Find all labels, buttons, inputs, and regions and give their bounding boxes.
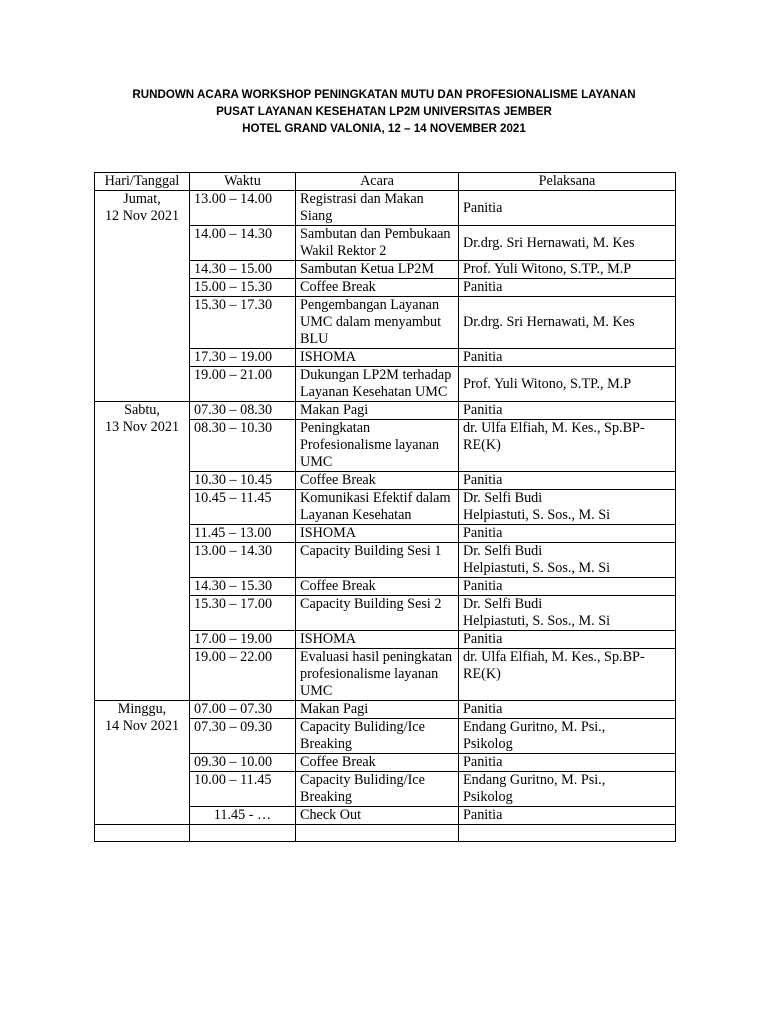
pic-cell — [459, 490, 676, 525]
pic-cell — [459, 631, 676, 649]
event-cell: Dukungan LP2M terhadap Layanan Kesehatan UMC — [296, 367, 459, 402]
pic-line: Panitia — [463, 472, 503, 488]
time-cell: 07.30 – 09.30 — [190, 719, 296, 754]
pic-line: Helpiastuti, S. Sos., M. Si — [463, 560, 611, 576]
pic-cell — [459, 596, 676, 631]
empty-cell — [296, 825, 459, 842]
pic-line: Panitia — [463, 578, 503, 594]
day-date: 13 Nov 2021 — [104, 419, 180, 435]
pic-line: Panitia — [463, 525, 503, 541]
pic-cell — [459, 754, 676, 772]
pic-cell — [459, 349, 676, 367]
pic-cell — [459, 719, 676, 754]
document-title — [0, 86, 768, 137]
pic-line: Panitia — [463, 807, 503, 823]
event-cell: Komunikasi Efektif dalam Layanan Kesehatan — [296, 490, 459, 525]
time-cell: 07.00 – 07.30 — [190, 701, 296, 719]
pic-line: Helpiastuti, S. Sos., M. Si — [463, 507, 611, 523]
time-cell: 11.45 – 13.00 — [190, 525, 296, 543]
event-cell: Capacity Buliding/Ice Breaking — [296, 719, 459, 754]
pic-cell — [459, 772, 676, 807]
pic-line: Panitia — [463, 631, 503, 647]
table-header-row — [95, 173, 676, 191]
pic-cell — [459, 578, 676, 596]
title-line-1: RUNDOWN ACARA WORKSHOP PENINGKATAN MUTU DAN PROFESIONALISME LAYANAN — [132, 88, 636, 101]
time-cell: 15.00 – 15.30 — [190, 279, 296, 297]
pic-line: Helpiastuti, S. Sos., M. Si — [463, 613, 611, 629]
pic-cell — [459, 472, 676, 490]
time-cell: 13.00 – 14.30 — [190, 543, 296, 578]
event-cell: Registrasi dan Makan Siang — [296, 191, 459, 226]
pic-line: Panitia — [463, 701, 503, 717]
pic-cell — [459, 420, 676, 472]
pic-cell — [459, 543, 676, 578]
event-cell: Capacity Buliding/Ice Breaking — [296, 772, 459, 807]
pic-cell — [459, 525, 676, 543]
event-cell: Makan Pagi — [296, 402, 459, 420]
pic-line: Panitia — [463, 349, 503, 365]
pic-line: Dr. Selfi Budi — [463, 543, 543, 559]
pic-line: dr. Ulfa Elfiah, M. Kes., Sp.BP-RE(K) — [463, 420, 645, 453]
day-cell — [95, 191, 190, 402]
pic-line: Prof. Yuli Witono, S.TP., M.P — [463, 261, 632, 277]
time-cell: 10.00 – 11.45 — [190, 772, 296, 807]
pic-cell — [459, 701, 676, 719]
header-day: Hari/Tanggal — [95, 173, 190, 191]
pic-line: Dr. Selfi Budi — [463, 490, 543, 506]
empty-cell — [190, 825, 296, 842]
event-cell: Capacity Building Sesi 2 — [296, 596, 459, 631]
event-cell: Coffee Break — [296, 472, 459, 490]
time-cell: 15.30 – 17.30 — [190, 297, 296, 349]
empty-cell — [459, 825, 676, 842]
time-cell: 07.30 – 08.30 — [190, 402, 296, 420]
pic-line: dr. Ulfa Elfiah, M. Kes., Sp.BP-RE(K) — [463, 649, 645, 682]
day-date: 14 Nov 2021 — [104, 718, 180, 734]
title-line-2: PUSAT LAYANAN KESEHATAN LP2M UNIVERSITAS JEMBER — [216, 105, 552, 118]
day-name: Jumat, — [123, 191, 161, 207]
table-row — [95, 701, 676, 719]
event-cell: Capacity Building Sesi 1 — [296, 543, 459, 578]
pic-line: Panitia — [463, 279, 503, 295]
event-cell: Evaluasi hasil peningkatan profesionalisme layanan UMC — [296, 649, 459, 701]
day-date: 12 Nov 2021 — [104, 208, 180, 224]
pic-line: Endang Guritno, M. Psi., — [463, 719, 606, 735]
time-cell: 14.00 – 14.30 — [190, 226, 296, 261]
event-cell: Coffee Break — [296, 578, 459, 596]
pic-line: Panitia — [463, 754, 503, 770]
event-cell: Coffee Break — [296, 754, 459, 772]
table-row — [95, 402, 676, 420]
pic-line: Dr.drg. Sri Hernawati, M. Kes — [463, 234, 635, 251]
pic-cell — [459, 261, 676, 279]
time-cell: 19.00 – 22.00 — [190, 649, 296, 701]
pic-line: Prof. Yuli Witono, S.TP., M.P — [463, 375, 632, 392]
time-cell: 15.30 – 17.00 — [190, 596, 296, 631]
time-cell: 13.00 – 14.00 — [190, 191, 296, 226]
header-event: Acara — [296, 173, 459, 191]
empty-cell — [95, 825, 190, 842]
pic-line: Panitia — [463, 199, 503, 216]
event-cell: Sambutan Ketua LP2M — [296, 261, 459, 279]
pic-cell — [459, 297, 676, 349]
time-cell: 10.45 – 11.45 — [190, 490, 296, 525]
pic-cell — [459, 191, 676, 226]
pic-cell — [459, 649, 676, 701]
event-cell: Sambutan dan Pembukaan Wakil Rektor 2 — [296, 226, 459, 261]
pic-cell — [459, 402, 676, 420]
event-cell: Peningkatan Profesionalisme layanan UMC — [296, 420, 459, 472]
day-cell — [95, 701, 190, 825]
event-cell: Pengembangan Layanan UMC dalam menyambut BLU — [296, 297, 459, 349]
pic-line: Dr.drg. Sri Hernawati, M. Kes — [463, 314, 635, 330]
rundown-table — [94, 172, 676, 842]
pic-cell — [459, 807, 676, 825]
pic-line: Panitia — [463, 402, 503, 418]
day-name: Sabtu, — [124, 402, 160, 418]
title-line-3: HOTEL GRAND VALONIA, 12 – 14 NOVEMBER 2021 — [242, 122, 526, 135]
day-cell — [95, 402, 190, 701]
event-cell: Check Out — [296, 807, 459, 825]
header-pic: Pelaksana — [459, 173, 676, 191]
pic-line: Endang Guritno, M. Psi., — [463, 772, 606, 788]
event-cell: ISHOMA — [296, 525, 459, 543]
pic-cell — [459, 226, 676, 261]
event-cell: Coffee Break — [296, 279, 459, 297]
pic-cell — [459, 367, 676, 402]
event-cell: ISHOMA — [296, 349, 459, 367]
time-cell: 08.30 – 10.30 — [190, 420, 296, 472]
table-body — [95, 191, 676, 842]
empty-row — [95, 825, 676, 842]
day-name: Minggu, — [117, 701, 167, 717]
time-cell: 09.30 – 10.00 — [190, 754, 296, 772]
pic-line: Psikolog — [463, 789, 513, 805]
event-cell: ISHOMA — [296, 631, 459, 649]
time-cell: 14.30 – 15.00 — [190, 261, 296, 279]
time-cell: 10.30 – 10.45 — [190, 472, 296, 490]
time-cell: 14.30 – 15.30 — [190, 578, 296, 596]
time-cell: 17.00 – 19.00 — [190, 631, 296, 649]
time-cell: 17.30 – 19.00 — [190, 349, 296, 367]
time-cell: 11.45 - … — [190, 807, 296, 825]
pic-cell — [459, 279, 676, 297]
pic-line: Psikolog — [463, 736, 513, 752]
pic-line: Dr. Selfi Budi — [463, 596, 543, 612]
time-cell: 19.00 – 21.00 — [190, 367, 296, 402]
event-cell: Makan Pagi — [296, 701, 459, 719]
header-time: Waktu — [190, 173, 296, 191]
table-row — [95, 191, 676, 226]
